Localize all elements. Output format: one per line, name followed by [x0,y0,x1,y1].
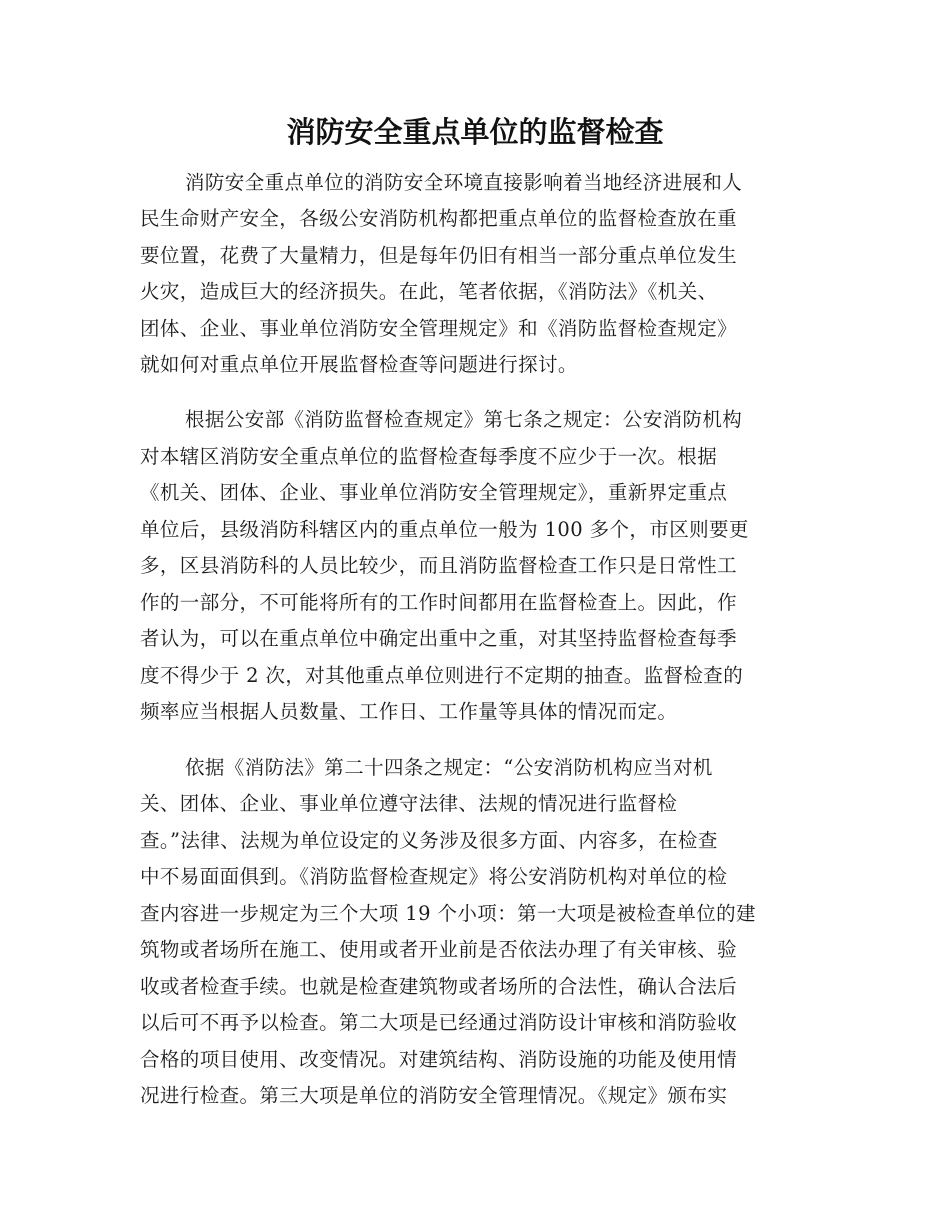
paragraph-1-line-6: 就如何对重点单位开展监督检查等问题进行探讨。 [140,353,578,376]
paragraph-3-line-9: 合格的项目使用、改变情况。对建筑结构、消防设施的功能及使用情 [140,1048,738,1071]
paragraph-2-line-8: 度不得少于 2 次，对其他重点单位则进行不定期的抽查。监督检查的 [140,664,744,687]
paragraph-2-line-9: 频率应当根据人员数量、工作日、工作量等具体的情况而定。 [140,700,678,723]
paragraph-3-line-5: 查内容进一步规定为三个大项 19 个小项：第一大项是被检查单位的建 [140,902,756,925]
paragraph-2-line-7: 者认为，可以在重点单位中确定出重中之重，对其坚持监督检查每季 [140,627,738,650]
paragraph-3-line-1: 依据《消防法》第二十四条之规定：“公安消防机构应当对机 [185,756,713,779]
paragraph-1-line-1: 消防安全重点单位的消防安全环境直接影响着当地经济进展和人 [185,171,743,194]
paragraph-3-line-7: 收或者检查手续。也就是检查建筑物或者场所的合法性，确认合法后 [140,975,738,998]
paragraph-2-line-2: 对本辖区消防安全重点单位的监督检查每季度不应少于一次。根据 [140,445,718,468]
paragraph-2-line-6: 作的一部分，不可能将所有的工作时间都用在监督检查上。因此，作 [140,591,738,614]
paragraph-1-line-2: 民生命财产安全，各级公安消防机构都把重点单位的监督检查放在重 [140,207,738,230]
document-title: 消防安全重点单位的监督检查 [286,115,664,149]
paragraph-1-line-5: 团体、企业、事业单位消防安全管理规定》和《消防监督检查规定》 [140,317,738,340]
paragraph-3-line-3: 查。”法律、法规为单位设定的义务涉及很多方面、内容多，在检查 [140,829,718,852]
paragraph-1-line-3: 要位置，花费了大量精力，但是每年仍旧有相当一部分重点单位发生 [140,244,738,267]
paragraph-2-line-5: 多，区县消防科的人员比较少，而且消防监督检查工作只是日常性工 [140,554,738,577]
paragraph-3-line-6: 筑物或者场所在施工、使用或者开业前是否依法办理了有关审核、验 [140,938,738,961]
paragraph-2-line-4: 单位后，县级消防科辖区内的重点单位一般为 100 多个，市区则要更 [140,518,749,541]
paragraph-3-line-2: 关、团体、企业、事业单位遵守法律、法规的情况进行监督检 [140,792,678,815]
paragraph-1-line-4: 火灾，造成巨大的经济损失。在此，笔者依据，《消防法》《机关、 [140,280,718,303]
paragraph-2-line-1: 根据公安部《消防监督检查规定》第七条之规定：公安消防机构 [185,408,743,431]
paragraph-2-line-3: 《机关、团体、企业、事业单位消防安全管理规定》，重新界定重点 [140,481,728,504]
paragraph-3-line-8: 以后可不再予以检查。第二大项是已经通过消防设计审核和消防验收 [140,1011,738,1034]
paragraph-3-line-10: 况进行检查。第三大项是单位的消防安全管理情况。《规定》颁布实 [140,1084,728,1107]
paragraph-3-line-4: 中不易面面俱到。《消防监督检查规定》将公安消防机构对单位的检 [140,865,728,888]
